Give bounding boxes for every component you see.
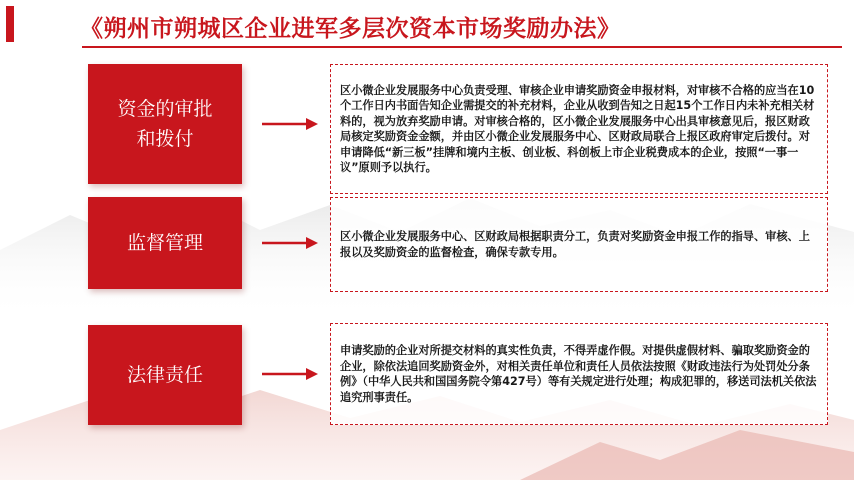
section-content-approval: [330, 64, 828, 194]
section-label-box-supervision: [88, 197, 242, 289]
title-underline: [82, 46, 842, 48]
section-label-approval: 资金的审批和拨付: [117, 98, 213, 150]
title-accent-bar: [6, 6, 14, 42]
section-content-legal: [330, 323, 828, 425]
section-label-supervision: 监督管理: [126, 232, 203, 254]
section-text-supervision: 区小微企业发展服务中心、区财政局根据职责分工，负责对奖励资金申报工作的指导、审核、上报以及奖励资金的监督检查，确保专款专用。: [340, 230, 810, 259]
arrow-right-icon: [262, 366, 318, 382]
section-text-legal: 申请奖励的企业对所提交材料的真实性负责，不得弄虚作假。对提供虚假材料、骗取奖励资金的企业，除依法追回奖励资金外，对相关责任单位和责任人员依法按照《财政违法行为处罚处分条例》（中华人民共和国国务院令第427号）等有关规定进行处理；构成犯罪的，移送司法机关依法追究刑事责任。: [340, 344, 817, 404]
section-label-legal: 法律责任: [126, 364, 203, 386]
section-label-box-legal: [88, 325, 242, 425]
section-label-box-approval: [88, 64, 242, 184]
arrow-right-icon: [262, 116, 318, 132]
slide-title: 《朔州市朔城区企业进军多层次资本市场奖励办法》: [80, 16, 621, 42]
arrow-right-icon: [262, 235, 318, 251]
section-text-approval: 区小微企业发展服务中心负责受理、审核企业申请奖励资金申报材料，对审核不合格的应当在10个工作日内书面告知企业需提交的补充材料，企业从收到告知之日起15个工作日内未补充相关材料的，视为放弃奖励申请。对审核合格的，区小微企业发展服务中心出具审核意见后，报区财政局核定奖励资金金额，并由区小微企业发展服务中心、区财政局联合上报区政府审定后拨付。对申请降低“新三板”挂牌和境内主板、创业板、科创板上市企业税费成本的企业，按照“一事一议”原则予以执行。: [340, 83, 815, 174]
section-content-supervision: [330, 197, 828, 292]
